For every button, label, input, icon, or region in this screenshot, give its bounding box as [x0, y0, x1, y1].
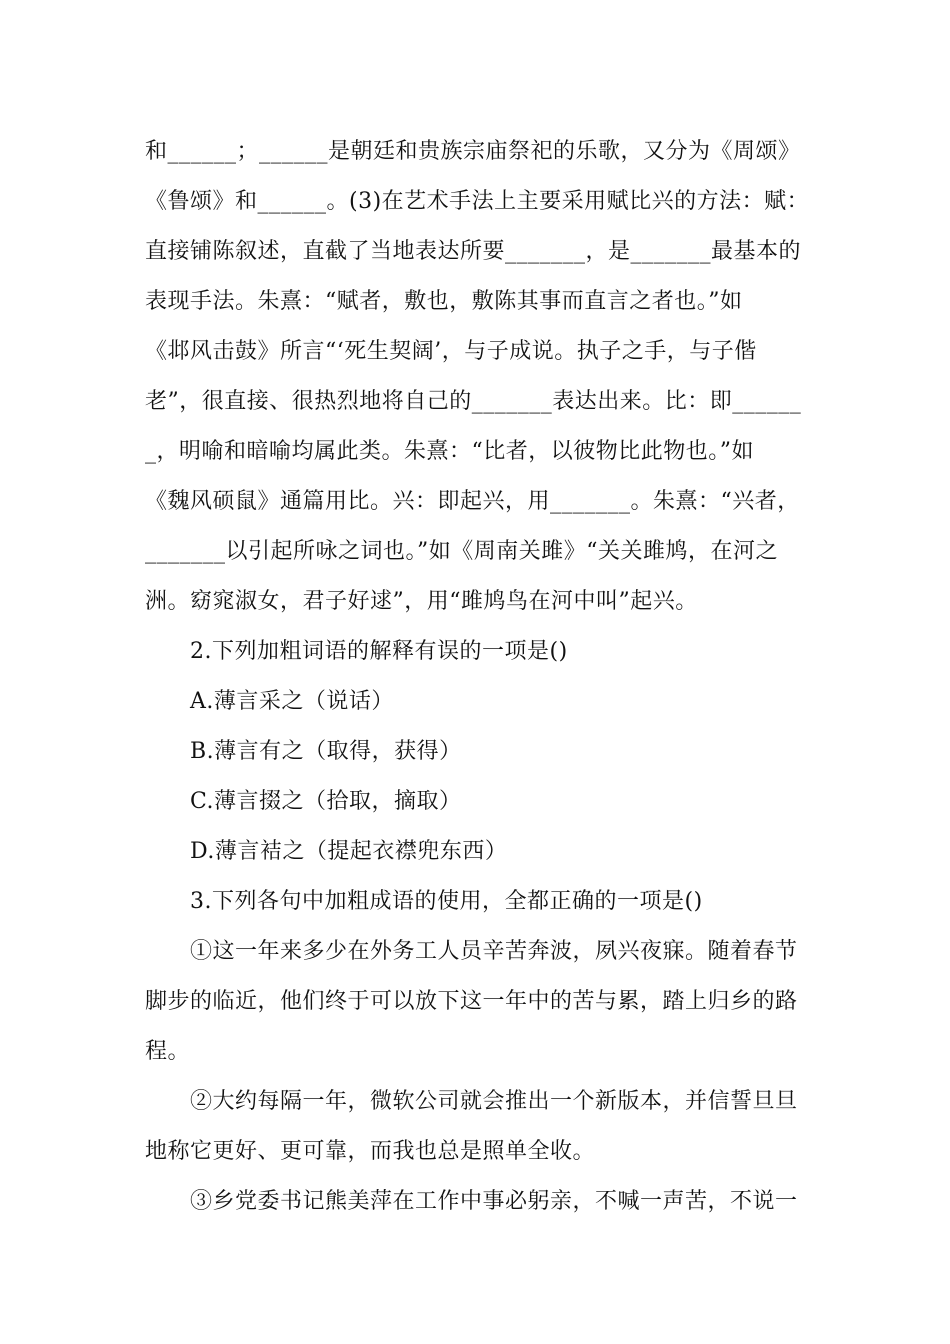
paragraph-line: 《魏风硕鼠》通篇用比。兴：即起兴，用_______。朱熹：“兴者， — [145, 489, 800, 514]
paragraph-line: 《鲁颂》和______。(3)在艺术手法上主要采用赋比兴的方法：赋： — [145, 189, 810, 214]
paragraph-line: 表现手法。朱熹：“赋者，敷也，敷陈其事而直言之者也。”如 — [145, 289, 743, 314]
question-2-option-b: B.薄言有之（取得，获得） — [190, 739, 462, 764]
paragraph-line: _______以引起所咏之词也。”如《周南关雎》“关关雎鸠，在河之 — [145, 539, 778, 564]
paragraph-line: 老”，很直接、很热烈地将自己的_______表达出来。比：即______ — [145, 389, 802, 414]
question-2-stem: 2.下列加粗词语的解释有误的一项是() — [190, 639, 568, 664]
paragraph-line: 《邶风击鼓》所言“‘死生契阔’，与子成说。执子之手，与子偕 — [145, 339, 757, 364]
question-3-item-3-line: ③乡党委书记熊美萍在工作中事必躬亲，不喊一声苦，不说一 — [190, 1189, 798, 1214]
question-3-item-1-line: 程。 — [145, 1039, 191, 1064]
question-2-option-a: A.薄言采之（说话） — [190, 689, 394, 714]
question-3-stem: 3.下列各句中加粗成语的使用，全都正确的一项是() — [190, 889, 703, 914]
question-2-option-d: D.薄言袺之（提起衣襟兜东西） — [190, 839, 508, 864]
question-3-item-1-line: 脚步的临近，他们终于可以放下这一年中的苦与累，踏上归乡的路 — [145, 989, 798, 1014]
paragraph-line: 直接铺陈叙述，直截了当地表达所要_______，是_______最基本的 — [145, 239, 802, 264]
paragraph-line: _，明喻和暗喻均属此类。朱熹：“比者，以彼物比此物也。”如 — [145, 439, 754, 464]
question-3-item-2-line: ②大约每隔一年，微软公司就会推出一个新版本，并信誓旦旦 — [190, 1089, 798, 1114]
question-3-item-1-line: ①这一年来多少在外务工人员辛苦奔波，夙兴夜寐。随着春节 — [190, 939, 798, 964]
question-3-item-2-line: 地称它更好、更可靠，而我也总是照单全收。 — [145, 1139, 596, 1164]
question-2-option-c: C.薄言掇之（拾取，摘取） — [190, 789, 462, 814]
paragraph-line: 洲。窈窕淑女，君子好逑”，用“雎鸠鸟在河中叫”起兴。 — [145, 589, 698, 614]
paragraph-line: 和______；______是朝廷和贵族宗庙祭祀的乐歌，又分为《周颂》 — [145, 139, 801, 164]
